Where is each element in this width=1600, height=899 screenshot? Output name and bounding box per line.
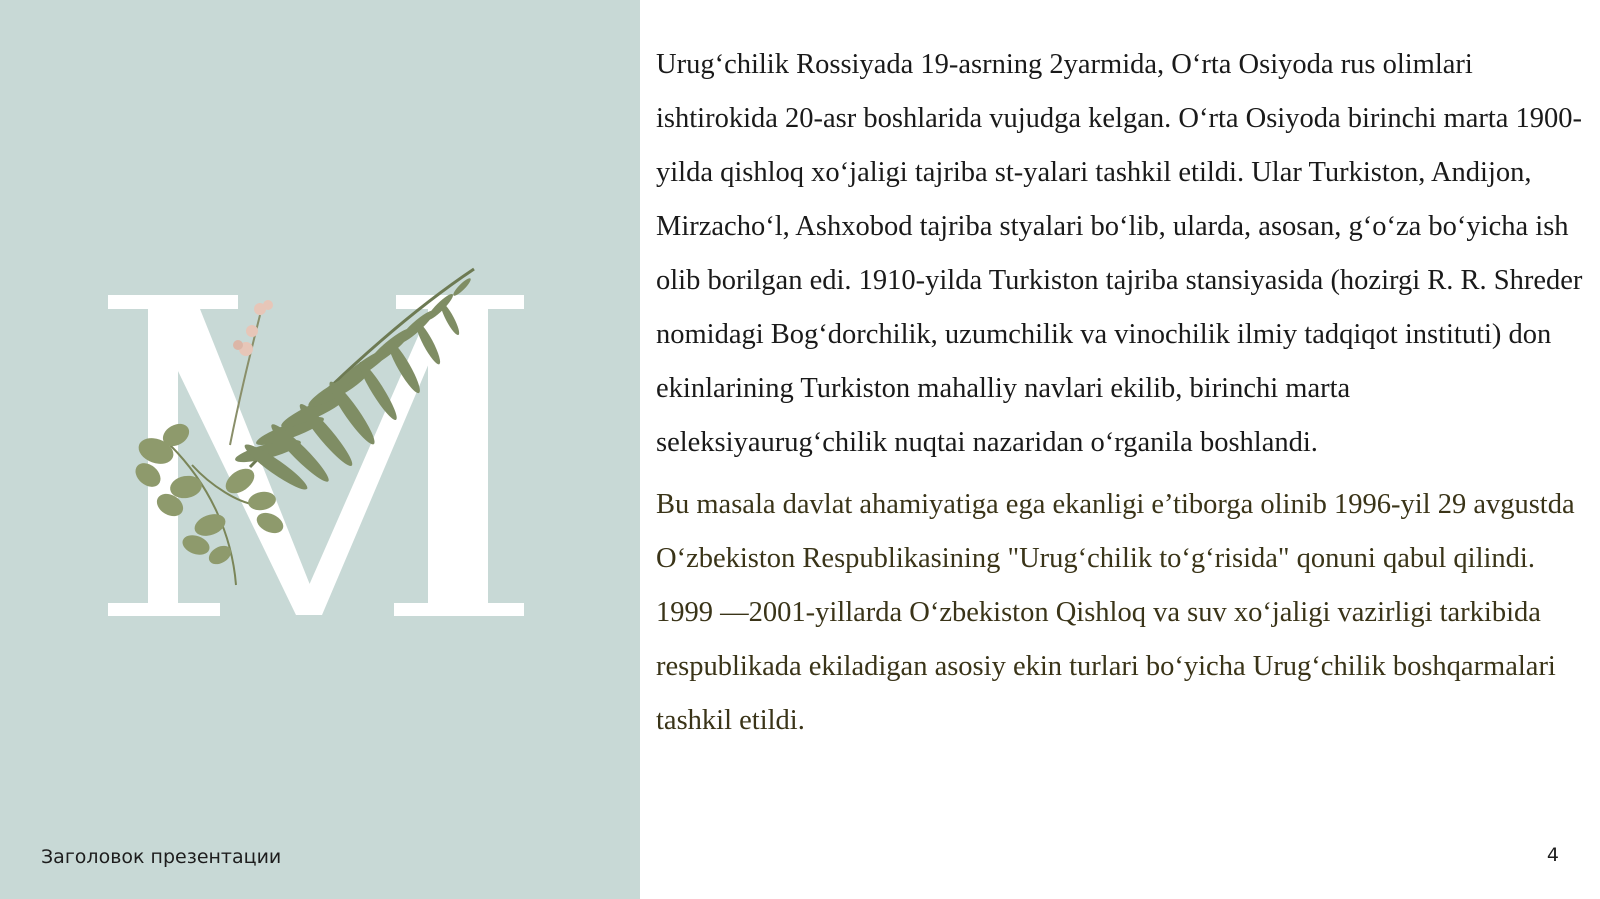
monogram-fern-illustration: [100, 255, 540, 635]
decorative-left-panel: [0, 0, 640, 899]
body-paragraph: Urug‘chilik Rossiyada 19-asrning 2yarmida, O‘rta Osiyoda rus olimlari ishtirokida 20-asr boshlarida vujudga kelgan. O‘rta Osiyoda birinchi marta 1900-yilda qishloq xo‘jaligi tajriba st-yalari tashkil etildi. Ular Turkiston, Andijon, Mirzacho‘l, Ashxobod tajriba styalari bo‘lib, ularda, asosan, g‘o‘za bo‘yicha ish olib borilgan edi. 1910-yilda Turkiston tajriba stansiyasida (hozirgi R. R. Shreder nomidagi Bog‘dorchilik, uzumchilik va vinochilik ilmiy tadqiqot instituti) don ekinlarining Turkiston mahalliy navlari ekilib, birinchi marta seleksiyaurug‘chilik nuqtai nazaridan o‘rganila boshlandi.: [656, 49, 1583, 458]
page-number: 4: [1546, 844, 1559, 866]
body-text: [656, 38, 1584, 748]
footer-presentation-title: Заголовок презентации: [41, 846, 282, 868]
body-paragraph: Bu masala davlat ahamiyatiga ega ekanligi e’tiborga olinib 1996-yil 29 avgustda O‘zbekiston Respublikasining "Urug‘chilik to‘g‘risida" qonuni qabul qilindi. 1999 —2001-yillarda O‘zbekiston Qishloq va suv xo‘jaligi vazirligi tarkibida respublikada ekiladigan asosiy ekin turlari bo‘yicha Urug‘chilik boshqarmalari tashkil etildi.: [656, 489, 1575, 736]
